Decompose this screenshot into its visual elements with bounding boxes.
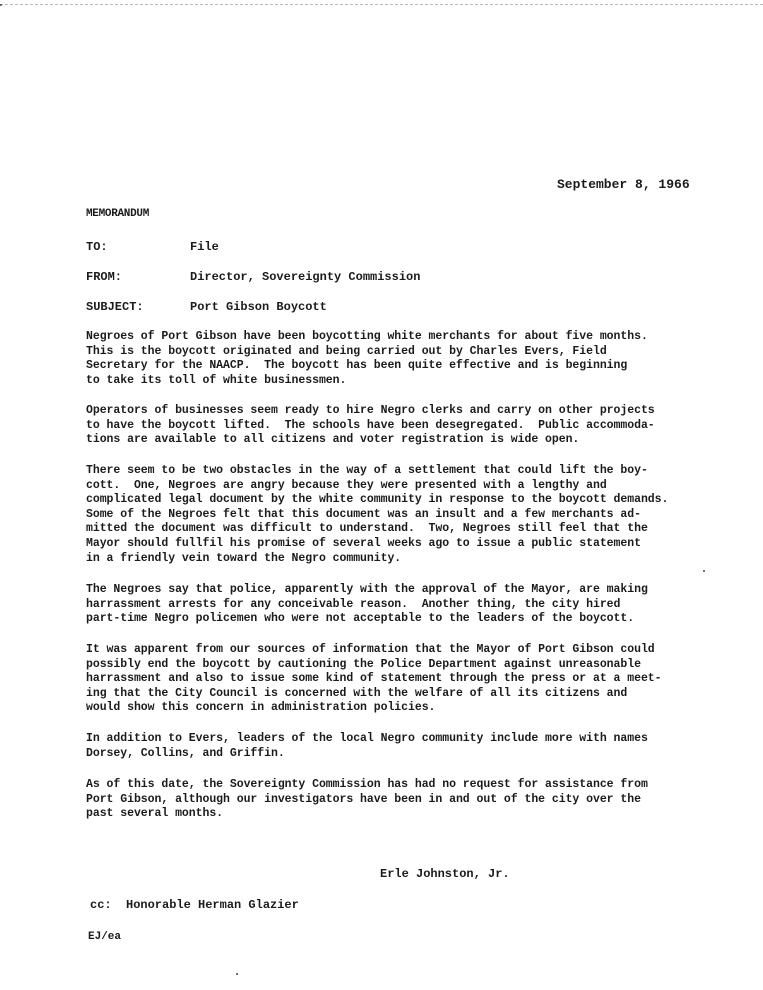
- paragraph-line: The Negroes say that police, apparently with the approval of the Mayor, are making: [86, 583, 648, 596]
- body-paragraph: [86, 643, 736, 716]
- from-value: Director, Sovereignty Commission: [190, 270, 421, 284]
- body-paragraph: [86, 583, 736, 627]
- to-value: File: [190, 240, 219, 254]
- cc-line: cc: Honorable Herman Glazier: [90, 898, 299, 912]
- body-paragraph: [86, 330, 736, 388]
- from-label: FROM:: [86, 270, 123, 284]
- paragraph-line: past several months.: [86, 807, 224, 821]
- scan-speck: [236, 973, 238, 975]
- subject-value: Port Gibson Boycott: [190, 300, 327, 314]
- paragraph-line: ing that the City Council is concerned with the welfare of all its citizens and: [86, 686, 628, 700]
- paragraph-line: In addition to Evers, leaders of the local Negro community include more with names: [86, 732, 648, 745]
- body-paragraph: [86, 464, 736, 566]
- body-paragraph: [86, 404, 736, 448]
- paragraph-line: Negroes of Port Gibson have been boycotting white merchants for about five months.: [86, 330, 648, 343]
- memo-date: September 8, 1966: [557, 177, 690, 192]
- paragraph-line: to take its toll of white businessmen.: [86, 373, 347, 387]
- paragraph-line: There seem to be two obstacles in the way of a settlement that could lift the boy-: [86, 464, 648, 477]
- paragraph-line: cott. One, Negroes are angry because they were presented with a lengthy and: [86, 478, 607, 492]
- memo-heading: MEMORANDUM: [86, 208, 150, 220]
- paragraph-line: part-time Negro policemen who were not acceptable to the leaders of the boycott.: [86, 612, 635, 626]
- scan-edge-line: [0, 4, 763, 5]
- paragraph-line: Some of the Negroes felt that this document was an insult and a few merchants ad-: [86, 507, 641, 521]
- scan-speck: [703, 570, 705, 572]
- paragraph-line: complicated legal document by the white community in response to the boycott demands.: [86, 493, 669, 507]
- subject-label: SUBJECT:: [86, 300, 144, 314]
- paragraph-line: in a friendly vein toward the Negro community.: [86, 551, 402, 565]
- paragraph-line: harrassment arrests for any conceivable reason. Another thing, the city hired: [86, 597, 621, 611]
- paragraph-line: Dorsey, Collins, and Griffin.: [86, 746, 285, 760]
- paragraph-line: Operators of businesses seem ready to hire Negro clerks and carry on other projects: [86, 404, 655, 417]
- paragraph-line: to have the boycott lifted. The schools have been desegregated. Public accommoda-: [86, 418, 655, 432]
- paragraph-line: As of this date, the Sovereignty Commission has had no request for assistance from: [86, 778, 648, 791]
- paragraph-line: It was apparent from our sources of information that the Mayor of Port Gibson could: [86, 643, 655, 656]
- paragraph-line: tions are available to all citizens and voter registration is wide open.: [86, 433, 580, 447]
- body-paragraph: [86, 732, 736, 761]
- paragraph-line: Port Gibson, although our investigators have been in and out of the city over the: [86, 792, 641, 806]
- paragraph-line: Secretary for the NAACP. The boycott has been quite effective and is beginning: [86, 359, 628, 373]
- body-paragraph: [86, 778, 736, 822]
- paragraph-line: would show this concern in administration policies.: [86, 701, 436, 715]
- paragraph-line: Mayor should fullfil his promise of several weeks ago to issue a public statement: [86, 536, 641, 550]
- paragraph-line: mitted the document was difficult to understand. Two, Negroes still feel that the: [86, 522, 648, 536]
- paragraph-line: This is the boycott originated and being carried out by Charles Evers, Field: [86, 344, 607, 358]
- scan-speck: [0, 4, 2, 6]
- signature-name: Erle Johnston, Jr.: [380, 867, 510, 881]
- paragraph-line: harrassment and also to issue some kind of statement through the press or at a meet-: [86, 672, 662, 686]
- typist-initials: EJ/ea: [88, 931, 122, 943]
- paragraph-line: possibly end the boycott by cautioning the Police Department against unreasonable: [86, 657, 641, 671]
- to-label: TO:: [86, 240, 108, 254]
